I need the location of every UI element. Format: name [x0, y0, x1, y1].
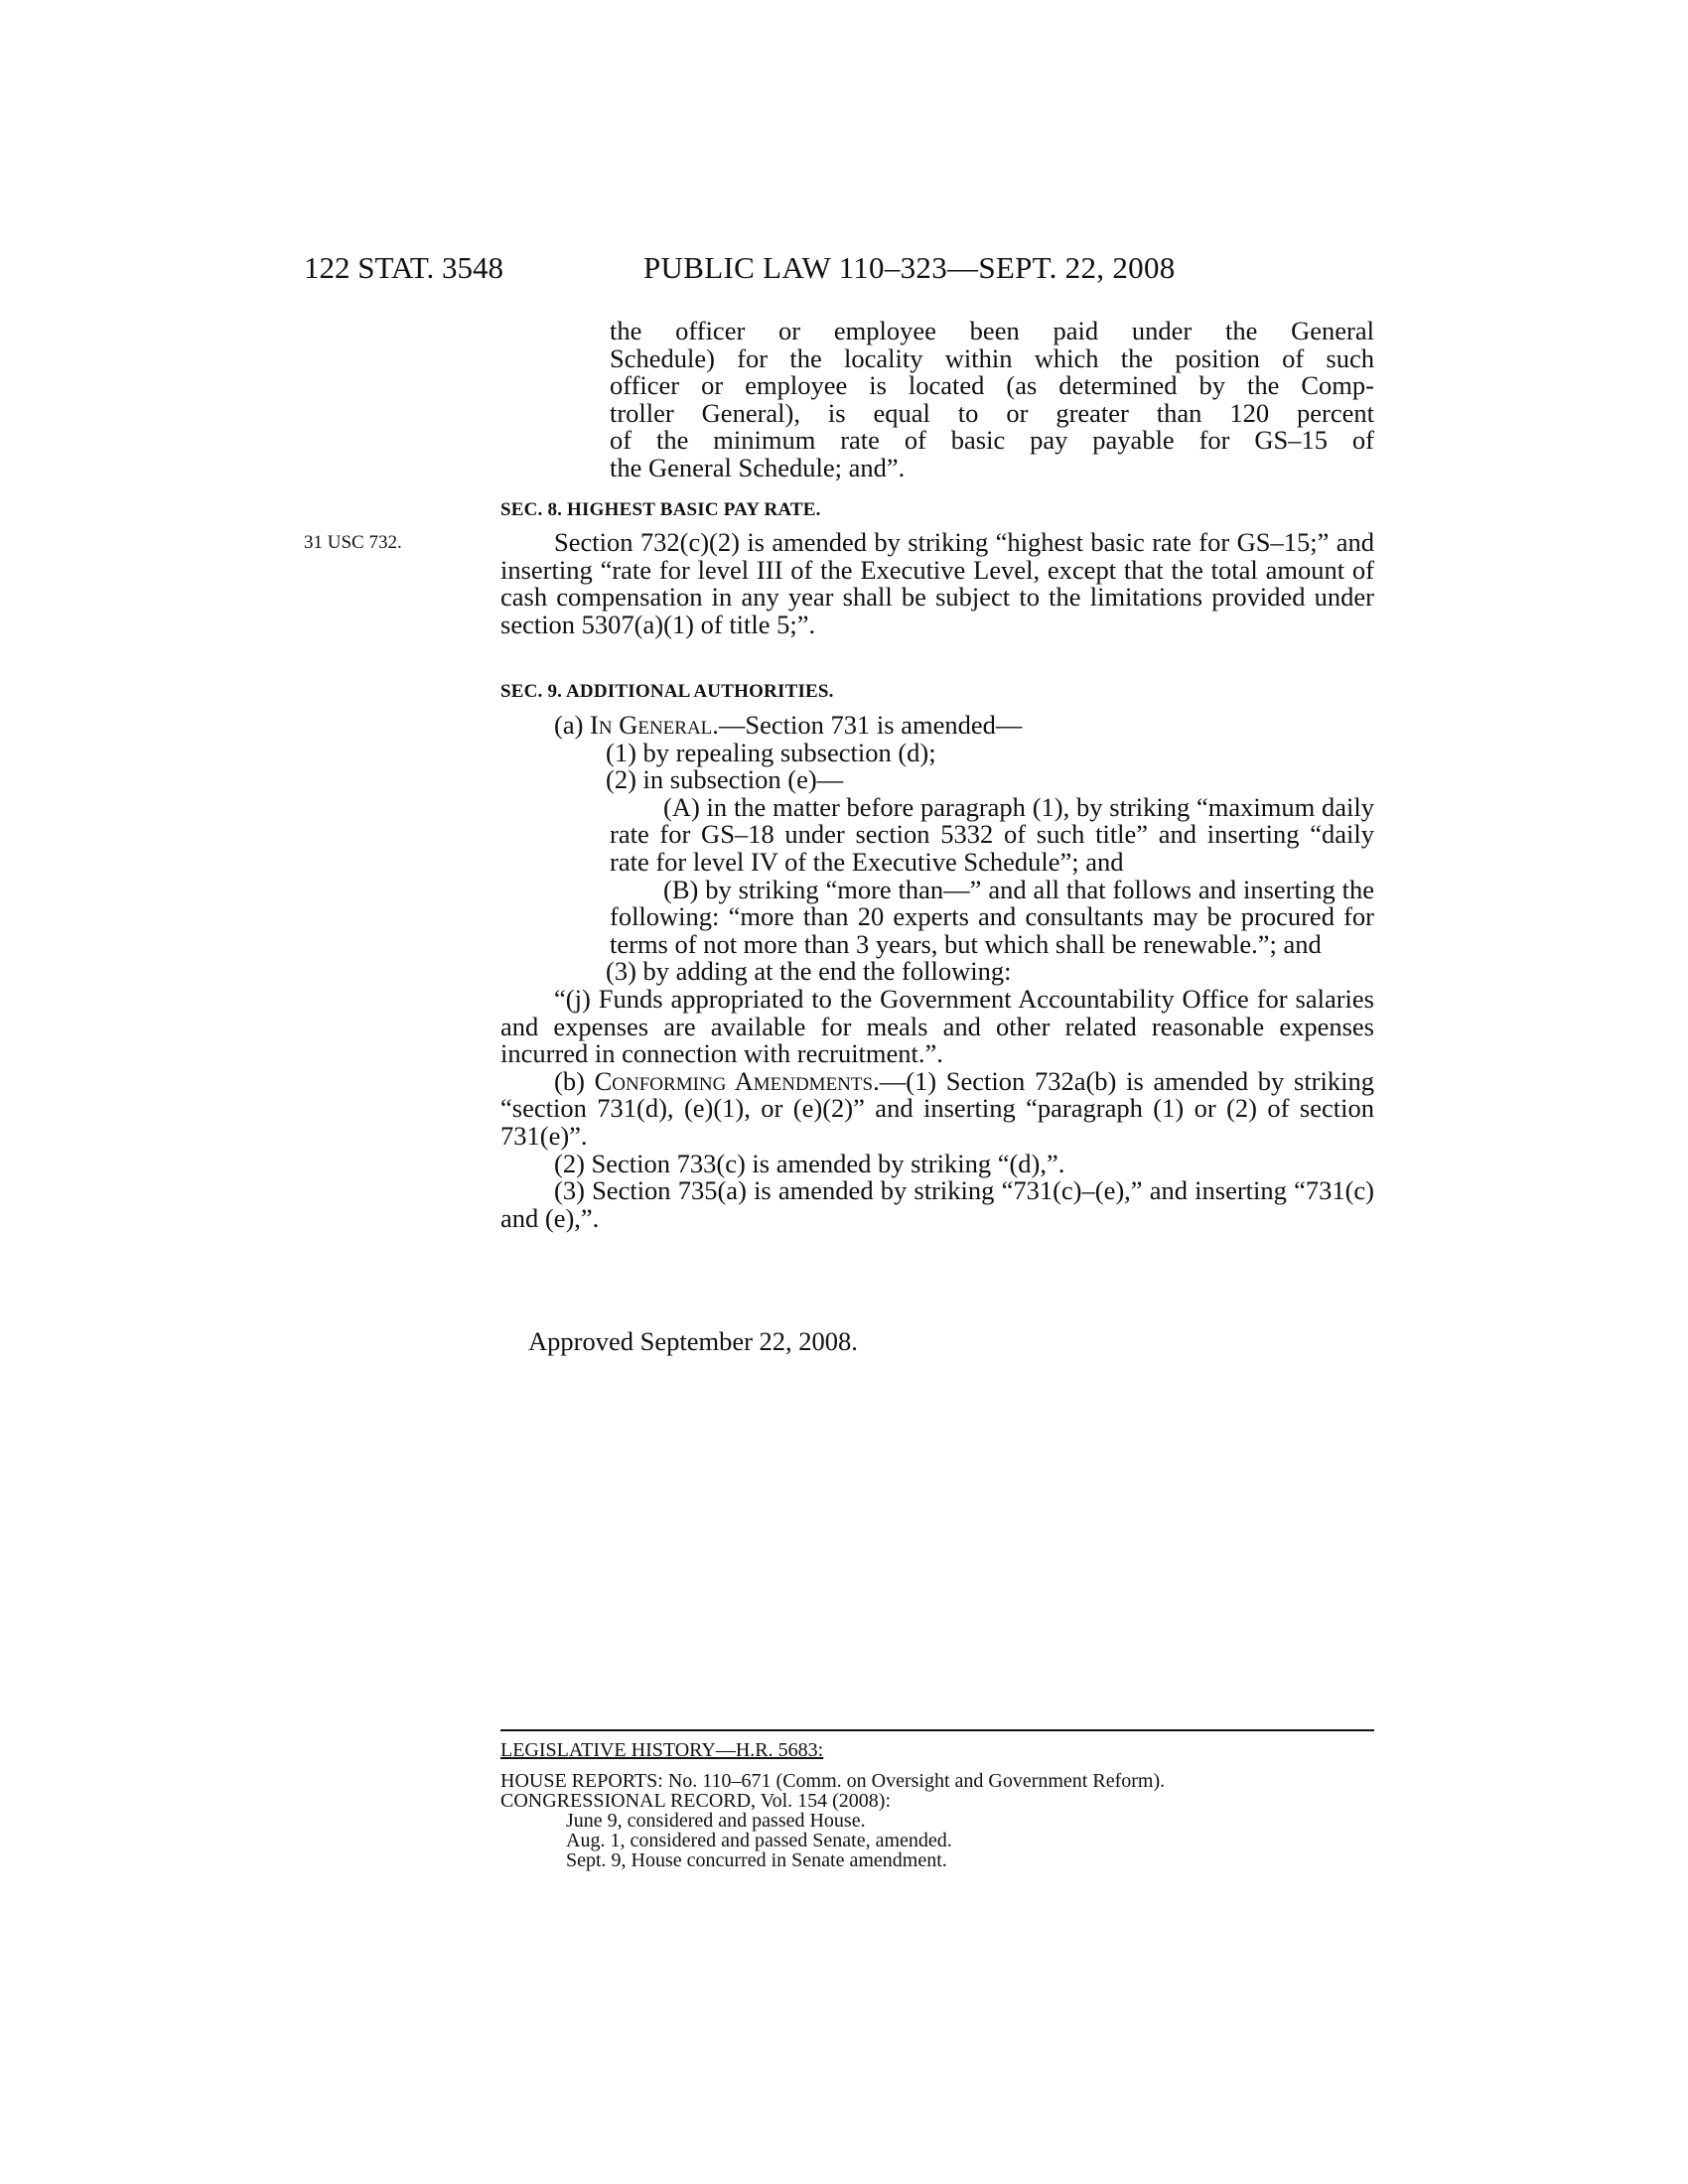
history-entry: June 9, considered and passed House.	[566, 1810, 866, 1832]
continuation-line: officer or employee is located (as determined by the Comp-	[610, 370, 1374, 401]
subsection-a-label: In General	[590, 710, 713, 740]
section-8-text: Section 732(c)(2) is amended by striking “highest basic rate for GS–15;” and inserting “rate for level III of the Executive Level, except that the total amount of cash compensation in any year shall be subject to the limitations provided under section 5307(a)(1) of title 5;”.	[500, 527, 1374, 639]
history-entry: Sept. 9, House concurred in Senate amendment.	[566, 1849, 947, 1871]
subparagraph-a2A: (A) in the matter before paragraph (1), by striking “maximum daily rate for GS–18 under section 5332 of such title” and inserting “daily rate for level IV of the Executive Schedule”; and	[610, 791, 1374, 877]
legislative-history-title-text: LEGISLATIVE HISTORY—H.R. 5683:	[500, 1739, 824, 1761]
approval-date: Approved September 22, 2008.	[528, 1326, 858, 1356]
stat-page-number: 122 STAT. 3548	[304, 250, 504, 285]
inserted-subsection-j: “(j) Funds appropriated to the Government Accountability Office for salaries and expenses are available for meals and other related reasonable expenses incurred in connection with recruitment.”.	[500, 983, 1374, 1069]
continuation-line: the General Schedule; and”.	[610, 452, 906, 482]
continuation-line: of the minimum rate of basic pay payable for GS–15 of	[610, 425, 1374, 456]
paragraph-a3: (3) by adding at the end the following:	[606, 956, 1012, 987]
continuation-line: the officer or employee been paid under the General	[610, 316, 1374, 345]
subparagraph-a2B: (B) by striking “more than—” and all that follows and inserting the following: “more than 20 experts and consultants may be procured for terms of not more than 3 years, but which shall be renewable.”; and	[610, 874, 1374, 959]
continuation-line: Schedule) for the locality within which the position of such	[610, 342, 1374, 373]
section-9-body	[500, 712, 1374, 1232]
section-8	[500, 496, 1374, 524]
public-law-title: PUBLIC LAW 110–323—SEPT. 22, 2008	[643, 250, 1176, 285]
legislative-history-title	[500, 1739, 823, 1762]
section-8-body	[500, 529, 1374, 638]
subsection-b-label: Conforming Amendments	[594, 1065, 874, 1096]
margin-note-31-usc-732: 31 USC 732.	[304, 532, 402, 553]
section-8-heading: SEC. 8. HIGHEST BASIC PAY RATE.	[500, 499, 821, 520]
subsection-b-prefix: (b)	[554, 1065, 595, 1096]
legislative-history-body	[500, 1771, 1374, 1870]
continuation-line: troller General), is equal to or greater than 120 percent	[610, 397, 1374, 428]
subsection-a	[500, 712, 1374, 740]
continuation-paragraph	[610, 318, 1374, 482]
house-reports: HOUSE REPORTS: No. 110–671 (Comm. on Oversight and Government Reform).	[500, 1770, 1166, 1792]
paragraph-a2: (2) in subsection (e)—	[606, 764, 844, 795]
section-9-heading: SEC. 9. ADDITIONAL AUTHORITIES.	[500, 681, 834, 702]
footnote-rule	[500, 1729, 1374, 1731]
history-entry: Aug. 1, considered and passed Senate, amended.	[566, 1830, 952, 1851]
subsection-b	[500, 1065, 1374, 1151]
section-9	[500, 678, 1374, 706]
subsection-b-text: .—(1) Section 732a(b) is amended by striking “section 731(d), (e)(1), or (e)(2)” and inserting “paragraph (1) or (2) of section 731(e)”.	[500, 1065, 1374, 1151]
paragraph-b2: (2) Section 733(c) is amended by striking “(d),”.	[554, 1148, 1065, 1178]
paragraph-b3: (3) Section 735(a) is amended by striking “731(c)–(e),” and inserting “731(c) and (e),”.	[500, 1175, 1374, 1233]
subsection-a-prefix: (a)	[554, 710, 591, 740]
congressional-record: CONGRESSIONAL RECORD, Vol. 154 (2008):	[500, 1790, 891, 1812]
page-header	[0, 248, 1688, 288]
subsection-a-text: .—Section 731 is amended—	[712, 710, 1023, 740]
paragraph-a1: (1) by repealing subsection (d);	[606, 737, 936, 767]
